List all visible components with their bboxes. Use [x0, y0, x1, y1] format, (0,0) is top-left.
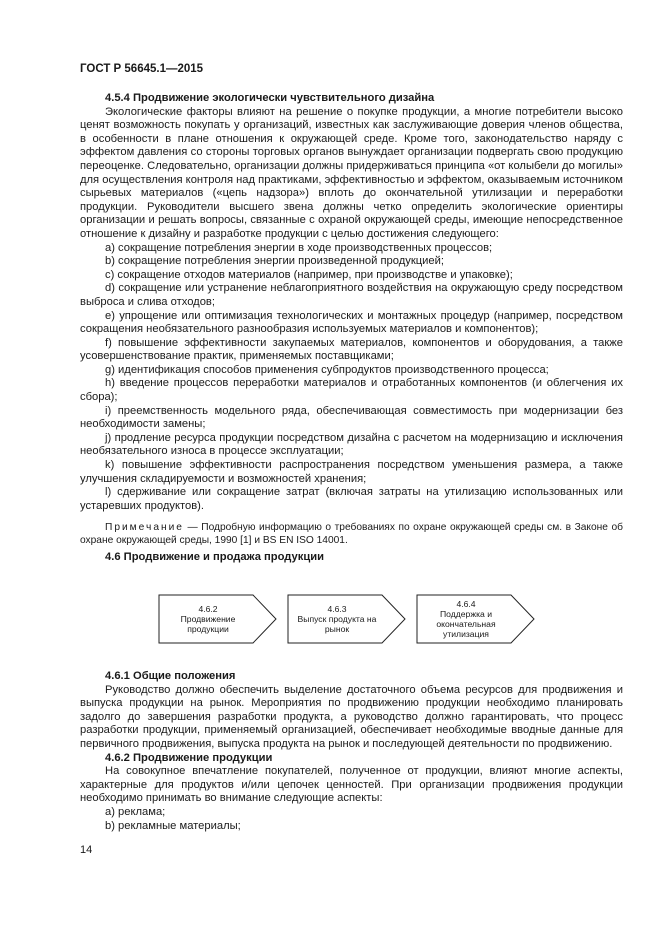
list-item: b) рекламные материалы;	[105, 819, 241, 832]
section-4-5-4	[80, 92, 623, 547]
step-number: 4.6.3	[327, 604, 347, 614]
step-number: 4.6.4	[456, 599, 476, 609]
section-heading: 4.6.1 Общие положения	[105, 670, 236, 682]
list-item: e) упрощение или оптимизация технологических и монтажных процедур (например, посредством сокращения необязательного разнообразия используемых материалов и компонентов);	[80, 309, 623, 336]
section-heading: 4.5.4 Продвижение экологически чувствительного дизайна	[105, 92, 435, 104]
paragraph: Руководство должно обеспечить выделение достаточного объема ресурсов для продвижения и выпуска продукции на рынок. Мероприятия по продвижению продукции необходимо планировать задолго до завершения разработки продукта, а руководство должно гарантировать, что процесс разработки продукции, применяемый организацией, обеспечивает необходимые вводные данные для первичного продвижения, выпуска продукта на рынок и последующей деятельности по продвижению.	[80, 683, 623, 750]
step-number: 4.6.2	[198, 604, 218, 614]
note-label: Примечание	[105, 522, 184, 534]
list-item: b) сокращение потребления энергии произведенной продукцией;	[105, 255, 445, 268]
list-item: g) идентификация способов применения субпродуктов производственного процесса;	[105, 363, 549, 376]
page-number: 14	[80, 844, 93, 856]
note-text: — Подробную информацию о требованиях по охране окружающей среды см. в Законе об охране окружающей среды, 1990 [1] и BS EN ISO 14001.	[80, 522, 623, 547]
diagram-step	[416, 594, 536, 644]
note	[80, 521, 623, 547]
diagram-step	[158, 594, 278, 644]
step-label: Поддержка и окончательная утилизация	[436, 609, 496, 639]
list-item: c) сокращение отходов материалов (например, при производстве и упаковке);	[105, 268, 513, 281]
list-item: h) введение процессов переработки материалов и отработанных компонентов (и облегчения их сбора);	[80, 377, 623, 404]
list-item: f) повышение эффективности закупаемых материалов, компонентов и оборудования, а также усовершенствование практик, применяемых поставщиками;	[80, 336, 623, 363]
step-label: Продвижение продукции	[180, 614, 236, 634]
section-heading: 4.6 Продвижение и продажа продукции	[105, 551, 325, 563]
list-item: k) повышение эффективности распространения посредством уменьшения размера, а также улучшения складируемости и возможностей хранения;	[80, 459, 623, 485]
step-label: Выпуск продукта на рынок	[297, 614, 377, 634]
list-item: a) сокращение потребления энергии в ходе производственных процессов;	[105, 241, 493, 254]
list-item: i) преемственность модельного ряда, обеспечивающая совместимость при модернизации без необходимости замены;	[80, 404, 623, 431]
section-4-6	[80, 551, 623, 565]
paragraph: На совокупное впечатление покупателей, полученное от продукции, влияют многие аспекты, характерные для продуктов и/или цепочек ценностей. При организации продвижения продукции необходимо принимать во внимание следующие аспекты:	[80, 765, 623, 805]
process-diagram	[158, 594, 538, 646]
document-header: ГОСТ Р 56645.1—2015	[80, 63, 204, 75]
section-4-6-1	[80, 670, 623, 833]
list-item: d) сокращение или устранение неблагоприятного воздействия на окружающую среду посредством выброса и слива отходов;	[80, 282, 623, 308]
list-item: a) реклама;	[105, 805, 166, 818]
list-item: l) сдерживание или сокращение затрат (включая затраты на утилизацию использованных или устаревших продуктов).	[80, 486, 623, 512]
section-heading: 4.6.2 Продвижение продукции	[105, 751, 273, 764]
diagram-step	[287, 594, 407, 644]
paragraph: Экологические факторы влияют на решение о покупке продукции, а многие потребители высоко ценят возможность покупать у организаций, известных как заслуживающие доверия членов общества, в особенности в плане отношения к окружающей среде. Кроме того, законодательство наряду с эффектом давления со стороны торговых органов вынуждает организации подвергать свою продукцию переоценке. Следовательно, организации должны придерживаться принципа «от колыбели до могилы» для осуществления контроля над практиками, эффективностью и эффектом, оказываемым источником сырьевых материалов («цепь надзора») вплоть до окончательной утилизации и переработки продукции. Руководители высшего звена должны четко определить экологические ориентиры организации и решать вопросы, связанные с охраной окружающей среды, имеющие непосредственное отношение к дизайну и разработке продукции с целью достижения следующего:	[80, 105, 623, 240]
list-item: j) продление ресурса продукции посредством дизайна с расчетом на модернизацию и исключения необязательного износа в процессе эксплуатации;	[80, 431, 623, 458]
